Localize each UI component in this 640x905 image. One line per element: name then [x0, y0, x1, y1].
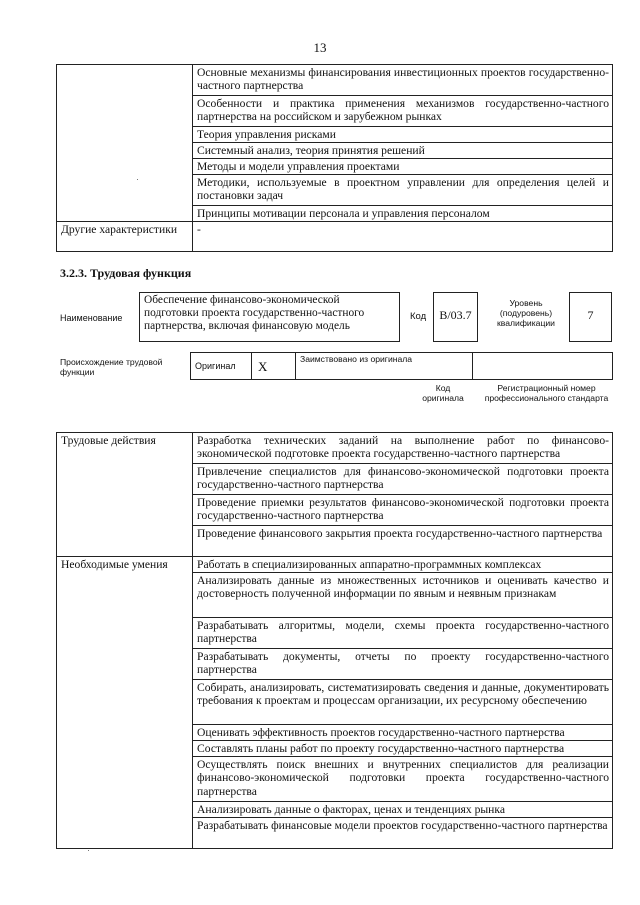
scan-speck	[137, 179, 138, 180]
labor-action-item: Разработка технических заданий на выполнение работ по финансово-экономической подготовке проекта государственно-частного партнерства	[193, 433, 613, 464]
knowledge-item: Методы и модели управления проектами	[193, 159, 613, 175]
code-original-caption: Код оригинала	[422, 383, 464, 404]
other-characteristics-value: -	[193, 222, 613, 252]
skill-item: Разрабатывать финансовые модели проектов государственно-частного партнерства	[193, 818, 613, 849]
skill-item: Собирать, анализировать, систематизировать сведения и данные, документировать требования к проектам и процессам организации, их ресурсному обеспечению	[193, 680, 613, 725]
knowledge-item: Основные механизмы финансирования инвестиционных проектов государственно-частного партнерства	[193, 65, 613, 96]
origin-table	[190, 352, 613, 380]
reg-number-caption: Регистрационный номер профессионального стандарта	[484, 383, 609, 404]
skill-item: Анализировать данные о факторах, ценах и тенденциях рынка	[193, 802, 613, 818]
function-name-box	[139, 292, 400, 342]
knowledge-item: Принципы мотивации персонала и управления персоналом	[193, 206, 613, 222]
level-label: Уровень (подуровень) квалификации	[497, 298, 555, 329]
original-mark: X	[252, 353, 296, 380]
labor-actions-label: Трудовые действия	[57, 433, 193, 557]
code-box	[433, 292, 478, 342]
scan-speck	[88, 850, 89, 851]
page-number: 13	[313, 40, 327, 55]
skill-item: Работать в специализированных аппаратно-программных комплексах	[193, 557, 613, 573]
section-heading: 3.2.3. Трудовая функция	[60, 266, 192, 280]
actions-skills-table	[56, 432, 613, 849]
skill-item: Осуществлять поиск внешних и внутренних специалистов для реализации финансово-экономической подготовки проекта государственно-частного партнерства	[193, 757, 613, 802]
knowledge-item: Теория управления рисками	[193, 127, 613, 143]
level-value: 7	[587, 308, 594, 322]
code-value: B/03.7	[439, 308, 472, 322]
original-label: Оригинал	[191, 353, 252, 380]
labor-action-item: Привлечение специалистов для финансово-экономической подготовки проекта государственно-частного партнерства	[193, 464, 613, 495]
labor-action-item: Проведение приемки результатов финансово-экономической подготовки проекта государственно-частного партнерства	[193, 495, 613, 526]
knowledge-label-cell	[57, 65, 193, 222]
code-label: Код	[410, 311, 427, 322]
skill-item: Составлять планы работ по проекту государственно-частного партнерства	[193, 741, 613, 757]
skill-item: Оценивать эффективность проектов государственно-частного партнерства	[193, 725, 613, 741]
knowledge-item: Особенности и практика применения механизмов государственно-частного партнерства на российском и зарубежном рынках	[193, 96, 613, 127]
origin-label: Происхождение трудовой функции	[60, 357, 163, 378]
labor-action-item: Проведение финансового закрытия проекта государственно-частного партнерства	[193, 526, 613, 557]
skill-item: Разрабатывать алгоритмы, модели, схемы проекта государственно-частного партнерства	[193, 618, 613, 649]
knowledge-item: Системный анализ, теория принятия решений	[193, 143, 613, 159]
skill-item: Анализировать данные из множественных источников и оценивать качество и достоверность полученной информации по явным и неявным признакам	[193, 573, 613, 618]
name-label: Наименование	[60, 313, 123, 323]
knowledge-item: Методики, используемые в проектном управлении для определения целей и постановки задач	[193, 175, 613, 206]
level-box	[569, 292, 612, 342]
other-characteristics-label: Другие характеристики	[57, 222, 193, 252]
knowledge-table	[56, 64, 613, 252]
borrowed-empty	[473, 353, 613, 380]
skill-item: Разрабатывать документы, отчеты по проекту государственно-частного партнерства	[193, 649, 613, 680]
skills-label: Необходимые умения	[57, 557, 193, 849]
function-name: Обеспечение финансово-экономической подготовки проекта государственно-частного партнерства, включая финансовую модель	[144, 294, 365, 332]
borrowed-label: Заимствовано из оригинала	[296, 353, 473, 380]
